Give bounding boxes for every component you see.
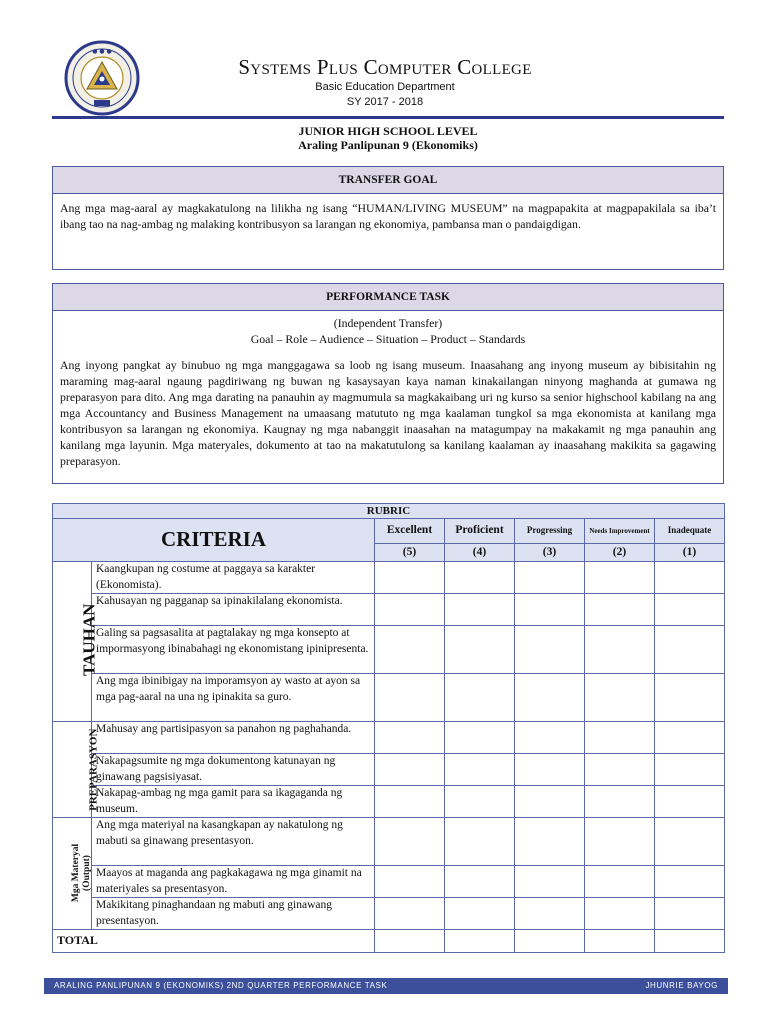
level-name-inadequate: Inadequate	[655, 519, 725, 544]
criterion-text: Nakapagsumite ng mga dokumentong katunayan ng ginawang pagsisiyasat.	[92, 754, 375, 786]
page-footer	[44, 978, 728, 994]
transfer-goal-text: Ang mga mag-aaral ay magkakatulong na lilikha ng isang “HUMAN/LIVING MUSEUM” na magpapakita at magpapakilala sa iba’t ibang tao na nag-ambag ng malaking kontribusyon sa larangan ng ekonomiya, pambansa man o pandaigdigan.	[60, 201, 716, 231]
score-cell[interactable]	[655, 594, 725, 626]
score-cell[interactable]	[655, 818, 725, 866]
score-cell[interactable]	[515, 898, 585, 930]
score-cell[interactable]	[375, 674, 445, 722]
score-cell[interactable]	[655, 898, 725, 930]
criterion-text: Galing sa pagsasalita at pagtalakay ng mga konsepto at impormasyong ibinabahagi ng ekonomistang ipinipresenta.	[92, 626, 375, 674]
score-cell[interactable]	[375, 754, 445, 786]
college-name: Systems Plus Computer College	[238, 55, 532, 79]
score-cell[interactable]	[515, 626, 585, 674]
score-cell[interactable]	[445, 754, 515, 786]
score-cell[interactable]	[515, 754, 585, 786]
score-cell[interactable]	[585, 562, 655, 594]
college-seal-icon	[64, 40, 140, 116]
criteria-header: CRITERIA	[53, 519, 375, 562]
score-cell[interactable]	[515, 594, 585, 626]
criterion-text: Mahusay ang partisipasyon sa panahon ng paghahanda.	[92, 722, 375, 754]
score-cell[interactable]	[375, 594, 445, 626]
score-cell[interactable]	[375, 818, 445, 866]
level-score-1: (1)	[655, 544, 725, 562]
criterion-text: Nakapag-ambag ng mga gamit para sa ikagaganda ng museum.	[92, 786, 375, 818]
school-year: SY 2017 - 2018	[346, 96, 424, 108]
score-cell[interactable]	[585, 818, 655, 866]
score-cell[interactable]	[585, 626, 655, 674]
level-heading	[52, 124, 724, 152]
level-name-needs-improvement: Needs Improvement	[585, 519, 655, 544]
score-cell[interactable]	[585, 898, 655, 930]
group-label-line2: (Output)	[82, 854, 93, 891]
score-cell[interactable]	[445, 626, 515, 674]
total-cell[interactable]	[375, 930, 445, 953]
rubric-title: RUBRIC	[53, 504, 725, 519]
score-cell[interactable]	[585, 722, 655, 754]
total-cell[interactable]	[445, 930, 515, 953]
score-cell[interactable]	[445, 898, 515, 930]
level-score-2: (2)	[585, 544, 655, 562]
footer-course: ARALING PANLIPUNAN 9 (EKONOMIKS) 2ND QUARTER PERFORMANCE TASK	[54, 981, 388, 990]
score-cell[interactable]	[375, 626, 445, 674]
score-cell[interactable]	[375, 866, 445, 898]
college-header	[140, 54, 630, 110]
transfer-goal-box	[52, 166, 724, 270]
score-cell[interactable]	[655, 754, 725, 786]
level-score-3: (3)	[515, 544, 585, 562]
criterion-text: Maayos at maganda ang pagkakagawa ng mga ginamit na materiyales sa presentasyon.	[92, 866, 375, 898]
level-score-4: (4)	[445, 544, 515, 562]
score-cell[interactable]	[585, 674, 655, 722]
footer-author: JHUNRIE BAYOG	[645, 981, 718, 990]
performance-task-text: Ang inyong pangkat ay binubuo ng mga manggagawa sa loob ng isang museum. Inaasahang ang inyong museum ay bibisitahin ng maraming mag-aaral ngaung pagdiriwang ng buwan ng kasaysayan kaya naman kinakailangan ninyong maghanda at gumawa ng preparasyon para dito. Ang mga darating na panauhin ay magmumula sa magkakaibang uri ng kurso sa senior highschool kabilang na ang mga Accountancy and Business Management na umaasang matututo ng mga kaalaman tungkol sa mga ekonomista at kanilang mga kontribusyon sa larangan ng ekonomiya. Kaugnay ng mga nabanggit inaasahan na matagumpay na makakamit ng mga panauhin ang kanilang mga layunin. Mga materyales, dokumento at tao na makatutulong sa kanilang kaalaman ay inaasahang makikita sa gagawing preparasyon.	[60, 358, 716, 468]
score-cell[interactable]	[655, 626, 725, 674]
score-cell[interactable]	[515, 674, 585, 722]
score-cell[interactable]	[375, 786, 445, 818]
score-cell[interactable]	[445, 562, 515, 594]
total-cell[interactable]	[515, 930, 585, 953]
criterion-text: Kaangkupan ng costume at paggaya sa karakter (Ekonomista).	[92, 562, 375, 594]
score-cell[interactable]	[445, 786, 515, 818]
group-label-line1: Mga Materyal	[71, 843, 82, 902]
score-cell[interactable]	[445, 866, 515, 898]
performance-task-heading: PERFORMANCE TASK	[53, 284, 723, 311]
score-cell[interactable]	[445, 722, 515, 754]
score-cell[interactable]	[445, 818, 515, 866]
score-cell[interactable]	[655, 674, 725, 722]
group-label-mga-materyal	[53, 818, 92, 930]
total-label: TOTAL	[53, 930, 375, 953]
score-cell[interactable]	[585, 594, 655, 626]
score-cell[interactable]	[655, 722, 725, 754]
score-cell[interactable]	[515, 818, 585, 866]
score-cell[interactable]	[585, 754, 655, 786]
score-cell[interactable]	[515, 562, 585, 594]
criterion-text: Kahusayan ng pagganap sa ipinakilalang ekonomista.	[92, 594, 375, 626]
score-cell[interactable]	[515, 866, 585, 898]
group-label-preparasyon: PREPARASYON	[53, 722, 92, 818]
score-cell[interactable]	[375, 722, 445, 754]
score-cell[interactable]	[375, 562, 445, 594]
svg-text:● ● ●: ● ● ●	[92, 48, 112, 55]
level-title: JUNIOR HIGH SCHOOL LEVEL	[298, 124, 478, 138]
score-cell[interactable]	[585, 786, 655, 818]
score-cell[interactable]	[655, 562, 725, 594]
header-divider	[52, 116, 724, 119]
transfer-goal-heading: TRANSFER GOAL	[53, 167, 723, 194]
level-name-excellent: Excellent	[375, 519, 445, 544]
score-cell[interactable]	[445, 674, 515, 722]
grasps-line: Goal – Role – Audience – Situation – Product – Standards	[250, 332, 526, 346]
score-cell[interactable]	[655, 786, 725, 818]
total-cell[interactable]	[585, 930, 655, 953]
score-cell[interactable]	[515, 786, 585, 818]
score-cell[interactable]	[445, 594, 515, 626]
level-name-progressing: Progressing	[515, 519, 585, 544]
score-cell[interactable]	[655, 866, 725, 898]
criterion-text: Ang mga materiyal na kasangkapan ay nakatulong ng mabuti sa ginawang presentasyon.	[92, 818, 375, 866]
criterion-text: Ang mga ibinibigay na imporamsyon ay wasto at ayon sa mga pag-aaral na una ng ipinakita sa guro.	[92, 674, 375, 722]
level-score-5: (5)	[375, 544, 445, 562]
score-cell[interactable]	[585, 866, 655, 898]
performance-task-subtitle: (Independent Transfer)	[333, 316, 443, 330]
score-cell[interactable]	[515, 722, 585, 754]
criterion-text: Makikitang pinaghandaan ng mabuti ang ginawang presentasyon.	[92, 898, 375, 930]
group-label-tauhan: TAUHAN	[53, 562, 92, 722]
level-name-proficient: Proficient	[445, 519, 515, 544]
department-name: Basic Education Department	[315, 81, 455, 93]
score-cell[interactable]	[375, 898, 445, 930]
total-cell[interactable]	[655, 930, 725, 953]
rubric-table	[52, 503, 725, 953]
performance-task-box	[52, 283, 724, 484]
subject-title: Araling Panlipunan 9 (Ekonomiks)	[298, 138, 478, 152]
